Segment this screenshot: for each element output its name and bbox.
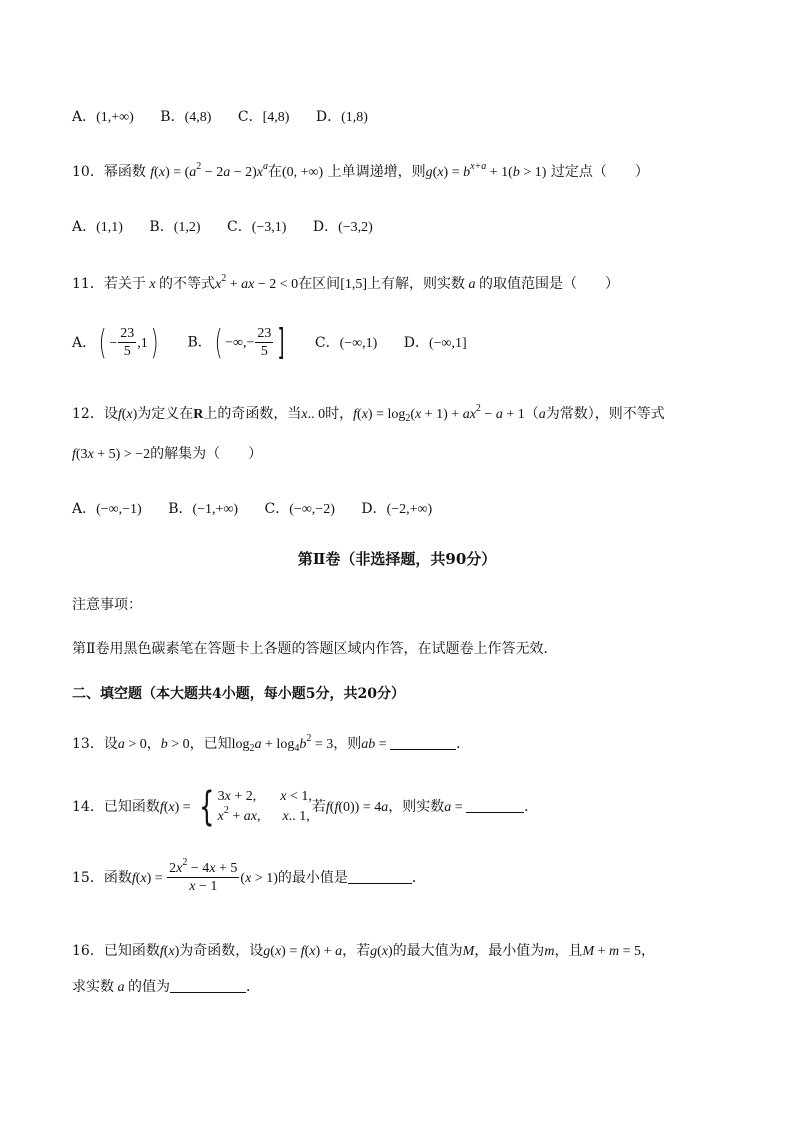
fill-in-section-heading: 二、填空题（本大题共4小题，每小题5分，共20分） <box>72 686 405 702</box>
q12-option-b: B．(−1,+∞) <box>168 501 239 517</box>
q11-option-b: B．( −∞,− $\frac{23}{5}$ ] <box>187 322 285 363</box>
q12-option-c: C．(−∞,−2) <box>264 501 335 517</box>
q9-option-b: B．(4,8) <box>160 109 212 125</box>
q14-stem: 14．已知函数f(x) = { 3x + 2, x < 1, $x^2$ + ax, x.. 1, 若f(f(0)) = 4a，则实数a = ． <box>72 784 539 830</box>
q9-options <box>72 106 390 126</box>
q9-option-c: C．[4,8) <box>237 109 290 125</box>
q10-option-b: B．(1,2) <box>149 219 201 235</box>
q11-option-a: A．( − $\frac{23}{5}$ ,1) <box>72 322 159 363</box>
q11-option-c: C．(−∞,1) <box>314 334 378 351</box>
q13-answer-blank[interactable] <box>390 735 456 750</box>
q15-stem: 15．函数f(x) = $\frac{2x^2 - 4x + 5}{x - 1}$ (x > 1)的最小值是 ． <box>72 857 426 894</box>
q10-options <box>72 216 395 236</box>
q12-options <box>72 498 454 518</box>
q12-option-a: A．(−∞,−1) <box>72 501 142 517</box>
q12-stem-line2: f(3x + 5) > −2的解集为（ ） <box>72 446 263 462</box>
q11-stem: 11．若关于 x 的不等式$x^2$ + ax − 2 < 0在区间[1,5]上有解，则实数 a 的取值范围是（ ） <box>72 273 620 292</box>
q10-option-c: C．(−3,1) <box>226 219 287 235</box>
q11-option-d: D．(−∞,1] <box>403 334 467 351</box>
q10-stem: 10．幂函数 $f(x) = (a^2 - 2a - 2)x^a$在(0, +∞) 上单调递增，则$g(x) = b^{x+a} + 1(b > 1)$ 过定点（ ） <box>72 161 649 180</box>
q15-answer-blank[interactable] <box>348 869 412 884</box>
q12-option-d: D．(−2,+∞) <box>361 501 433 517</box>
q16-stem-line2: 求实数 a 的值为 ． <box>72 979 260 995</box>
notice-text: 第Ⅱ卷用黑色碳素笔在答题卡上各题的答题区域内作答，在试题卷上作答无效． <box>72 641 558 657</box>
q16-answer-blank[interactable] <box>170 978 246 993</box>
q13-stem: 13．设a > 0，b > 0，已知$\log_2a + \log_4b^2 = 3$，则ab = ． <box>72 733 471 754</box>
q14-answer-blank[interactable] <box>466 798 524 813</box>
notice-heading: 注意事项： <box>72 597 142 613</box>
q16-stem-line1: 16．已知函数f(x)为奇函数，设g(x) = f(x) + a，若g(x)的最大值为M，最小值为m，且M + m = 5， <box>72 943 656 959</box>
part2-title: 第Ⅱ卷（非选择题，共90分） <box>297 550 497 568</box>
q9-option-d: D．(1,8) <box>315 109 368 125</box>
q11-options <box>72 322 489 363</box>
q9-option-a: A．(1,+∞) <box>72 109 134 125</box>
q10-option-a: A．(1,1) <box>72 219 123 235</box>
q12-stem-line1: 12．设f(x)为定义在R上的奇函数，当x.. 0时，$f(x) = \log_2(x + 1) + ax^2 - a + 1(a$为常数），则不等式 <box>72 403 665 424</box>
q10-option-d: D．(−3,2) <box>312 219 373 235</box>
